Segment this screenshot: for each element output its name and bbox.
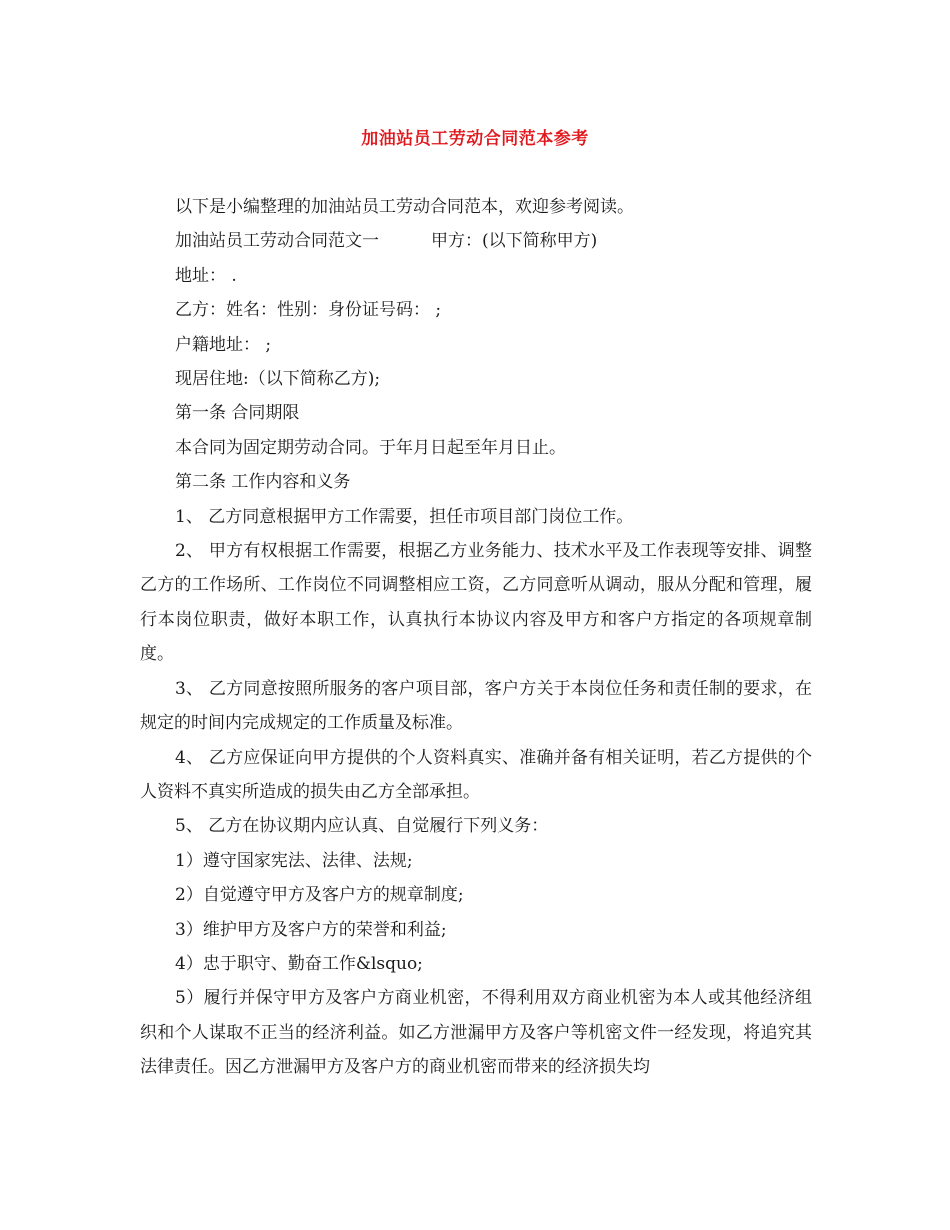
paragraph-party-b: 乙方：姓名：性别：身份证号码： ;: [175, 300, 442, 321]
sample-title: 加油站员工劳动合同范文一: [175, 231, 379, 252]
paragraph-residence: 现居住地:（以下简称乙方);: [175, 369, 381, 390]
paragraph-sample-heading: [140, 224, 812, 258]
article-1-text: 本合同为固定期劳动合同。于年月日起至年月日止。: [175, 437, 566, 458]
party-a-label: 甲方：(以下简称甲方): [431, 231, 598, 252]
clause-5: 5、 乙方在协议期内应认真、自觉履行下列义务：: [175, 816, 549, 837]
clause-2: 2、 甲方有权根据工作需要，根据乙方业务能力、技术水平及工作表现等安排、调整乙方的工作场所、工作岗位不同调整相应工资，乙方同意听从调动，服从分配和管理，履行本岗位职责，做好本职工作，认真执行本协议内容及甲方和客户方指定的各项规章制度。: [140, 541, 812, 665]
clause-1: 1、 乙方同意根据甲方工作需要，担任市项目部门岗位工作。: [175, 506, 634, 527]
duty-1: 1）遵守国家宪法、法律、法规;: [175, 850, 413, 871]
duty-4: 4）忠于职守、勤奋工作&lsquo;: [175, 953, 423, 974]
article-1-heading: 第一条 合同期限: [175, 403, 300, 424]
article-2-heading: 第二条 工作内容和义务: [175, 472, 351, 493]
document-title: 加油站员工劳动合同范本参考: [361, 129, 589, 149]
clause-4: 4、 乙方应保证向甲方提供的个人资料真实、准确并备有相关证明，若乙方提供的个人资料不真实所造成的损失由乙方全部承担。: [140, 747, 812, 802]
duty-2: 2）自觉遵守甲方及客户方的规章制度;: [175, 885, 464, 906]
document-body: [140, 190, 812, 1085]
paragraph-address: 地址： .: [175, 265, 237, 286]
clause-3: 3、 乙方同意按照所服务的客户项目部，客户方关于本岗位任务和责任制的要求，在规定的时间内完成规定的工作质量及标准。: [140, 678, 812, 734]
duty-3: 3）维护甲方及客户方的荣誉和利益;: [175, 919, 447, 940]
paragraph-household-address: 户籍地址： ;: [175, 334, 272, 355]
paragraph-intro: 以下是小编整理的加油站员工劳动合同范本，欢迎参考阅读。: [175, 197, 634, 217]
duty-5: 5）履行并保守甲方及客户方商业机密，不得利用双方商业机密为本人或其他经济组织和个人谋取不正当的经济利益。如乙方泄漏甲方及客户等机密文件一经发现，将追究其法律责任。因乙方泄漏甲方及客户方的商业机密而带来的经济损失均: [140, 988, 812, 1078]
